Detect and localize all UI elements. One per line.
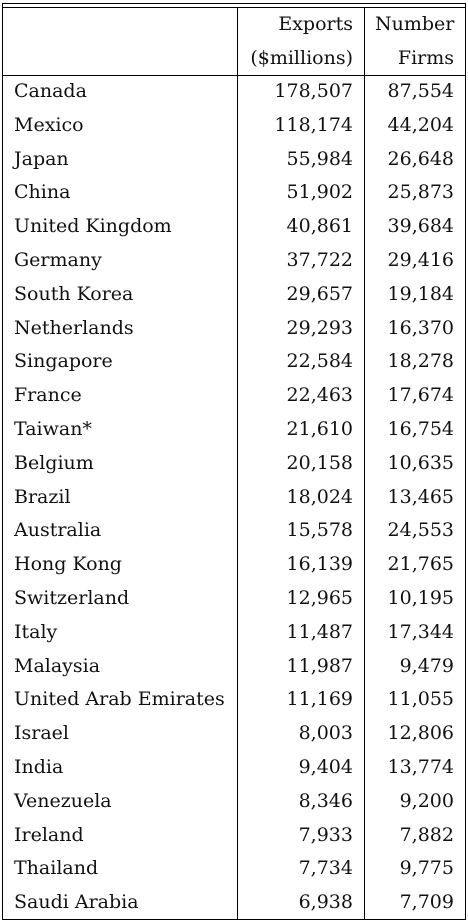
exports-cell: 29,657 bbox=[286, 282, 353, 305]
table-row bbox=[3, 109, 465, 143]
firms-cell: 13,774 bbox=[387, 755, 454, 778]
table-row bbox=[3, 210, 465, 244]
exports-cell: 55,984 bbox=[286, 147, 353, 170]
country-cell: France bbox=[14, 384, 82, 407]
firms-cell: 87,554 bbox=[387, 80, 454, 102]
header-exports-line1: Exports bbox=[278, 13, 353, 35]
exports-cell: 11,487 bbox=[286, 620, 353, 643]
firms-cell: 12,806 bbox=[387, 722, 454, 745]
exports-cell: 15,578 bbox=[286, 519, 353, 542]
firms-cell: 17,344 bbox=[387, 620, 454, 643]
header-country-line2 bbox=[3, 41, 237, 75]
table-row bbox=[3, 582, 465, 616]
table-row bbox=[3, 616, 465, 650]
table-body bbox=[3, 75, 465, 920]
table-row bbox=[3, 852, 465, 886]
country-cell: Canada bbox=[14, 80, 87, 102]
table-row bbox=[3, 481, 465, 515]
country-cell: Malaysia bbox=[14, 654, 101, 677]
country-cell: India bbox=[14, 755, 64, 778]
country-cell: Saudi Arabia bbox=[14, 891, 139, 914]
country-cell: Thailand bbox=[14, 857, 99, 880]
firms-cell: 11,055 bbox=[387, 688, 454, 711]
country-cell: Brazil bbox=[14, 485, 71, 508]
exports-table bbox=[3, 8, 465, 920]
firms-cell: 10,635 bbox=[387, 451, 454, 474]
country-cell: Hong Kong bbox=[14, 553, 122, 576]
country-cell: Singapore bbox=[14, 350, 113, 373]
table-row bbox=[3, 176, 465, 210]
firms-cell: 7,882 bbox=[399, 823, 454, 846]
exports-cell: 37,722 bbox=[286, 248, 353, 271]
firms-cell: 17,674 bbox=[387, 384, 454, 407]
firms-cell: 10,195 bbox=[387, 586, 454, 609]
table-row bbox=[3, 75, 465, 109]
firms-cell: 26,648 bbox=[387, 147, 454, 170]
exports-cell: 22,463 bbox=[286, 384, 353, 407]
country-cell: United Arab Emirates bbox=[14, 688, 225, 711]
firms-cell: 44,204 bbox=[387, 113, 454, 136]
firms-cell: 21,765 bbox=[387, 553, 454, 576]
exports-cell: 8,346 bbox=[298, 789, 353, 812]
firms-cell: 16,370 bbox=[387, 316, 454, 339]
header-firms-line2: Firms bbox=[397, 46, 454, 69]
country-cell: Netherlands bbox=[14, 316, 134, 339]
exports-cell: 22,584 bbox=[286, 350, 353, 373]
firms-cell: 16,754 bbox=[387, 417, 454, 440]
firms-cell: 25,873 bbox=[387, 181, 454, 204]
country-cell: Israel bbox=[14, 722, 69, 745]
firms-cell: 13,465 bbox=[387, 485, 454, 508]
exports-cell: 12,965 bbox=[286, 586, 353, 609]
header-exports-line2: ($millions) bbox=[250, 46, 353, 69]
table-row bbox=[3, 785, 465, 819]
exports-cell: 7,933 bbox=[298, 823, 353, 846]
table-row bbox=[3, 312, 465, 346]
country-cell: Australia bbox=[14, 519, 102, 542]
exports-cell: 7,734 bbox=[298, 857, 353, 880]
country-cell: Taiwan* bbox=[14, 417, 92, 440]
exports-cell: 20,158 bbox=[286, 451, 353, 474]
country-cell: South Korea bbox=[14, 282, 134, 305]
table-row bbox=[3, 345, 465, 379]
table-row bbox=[3, 683, 465, 717]
firms-cell: 7,709 bbox=[399, 891, 454, 914]
table-row bbox=[3, 379, 465, 413]
table-row bbox=[3, 819, 465, 853]
country-cell: Belgium bbox=[14, 451, 94, 474]
firms-cell: 9,775 bbox=[399, 857, 454, 880]
country-cell: China bbox=[14, 181, 71, 204]
exports-cell: 178,507 bbox=[274, 80, 353, 102]
top-rule-outer bbox=[2, 3, 466, 4]
firms-cell: 39,684 bbox=[387, 215, 454, 238]
country-cell: Japan bbox=[14, 147, 69, 170]
table-row bbox=[3, 548, 465, 582]
table-row bbox=[3, 413, 465, 447]
country-cell: Venezuela bbox=[14, 789, 112, 812]
country-cell: Germany bbox=[14, 248, 102, 271]
table-row bbox=[3, 447, 465, 481]
exports-cell: 29,293 bbox=[286, 316, 353, 339]
firms-cell: 29,416 bbox=[387, 248, 454, 271]
table-row bbox=[3, 278, 465, 312]
table-row bbox=[3, 886, 465, 920]
exports-cell: 51,902 bbox=[286, 181, 353, 204]
country-cell: United Kingdom bbox=[14, 215, 172, 238]
firms-cell: 9,200 bbox=[399, 789, 454, 812]
exports-cell: 18,024 bbox=[286, 485, 353, 508]
country-cell: Italy bbox=[14, 620, 58, 643]
header-firms-line1: Number bbox=[375, 13, 455, 35]
country-cell: Mexico bbox=[14, 113, 84, 136]
table-row bbox=[3, 143, 465, 177]
exports-cell: 6,938 bbox=[298, 891, 353, 914]
table-row bbox=[3, 751, 465, 785]
firms-cell: 9,479 bbox=[399, 654, 454, 677]
header-country bbox=[3, 8, 237, 41]
table-row bbox=[3, 244, 465, 278]
firms-cell: 24,553 bbox=[387, 519, 454, 542]
country-cell: Ireland bbox=[14, 823, 84, 846]
exports-cell: 21,610 bbox=[286, 417, 353, 440]
exports-cell: 11,169 bbox=[286, 688, 353, 711]
exports-cell: 11,987 bbox=[286, 654, 353, 677]
firms-cell: 18,278 bbox=[387, 350, 454, 373]
exports-cell: 16,139 bbox=[286, 553, 353, 576]
table-row bbox=[3, 514, 465, 548]
table-header bbox=[3, 8, 465, 75]
exports-cell: 40,861 bbox=[286, 215, 353, 238]
country-cell: Switzerland bbox=[14, 586, 130, 609]
firms-cell: 19,184 bbox=[387, 282, 454, 305]
exports-cell: 8,003 bbox=[298, 722, 353, 745]
exports-cell: 9,404 bbox=[298, 755, 353, 778]
table-row bbox=[3, 650, 465, 684]
exports-cell: 118,174 bbox=[274, 113, 353, 136]
table-row bbox=[3, 717, 465, 751]
